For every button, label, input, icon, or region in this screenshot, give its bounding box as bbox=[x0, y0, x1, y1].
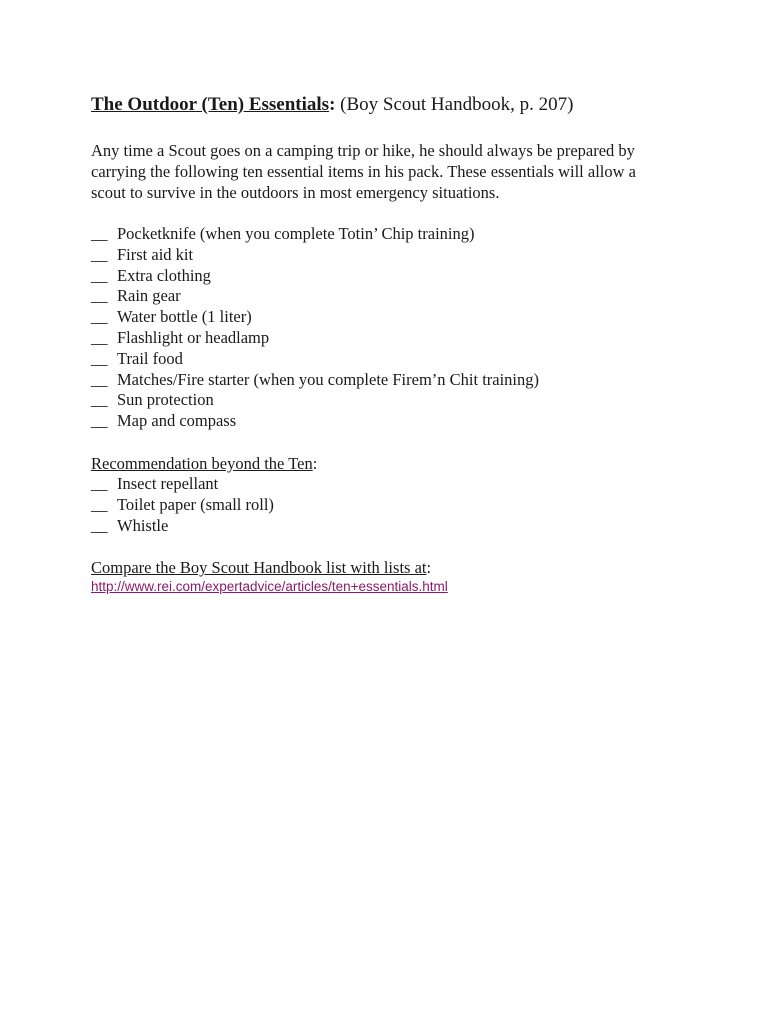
checklist-item-label: Extra clothing bbox=[117, 265, 211, 285]
recommendation-heading-text: Recommendation beyond the Ten bbox=[91, 453, 313, 473]
checkbox-blank: __ bbox=[91, 369, 108, 389]
checkbox-blank: __ bbox=[91, 327, 108, 347]
intro-line: Any time a Scout goes on a camping trip or hike, he should always be prepared by bbox=[91, 141, 635, 160]
checklist-item-label: Whistle bbox=[117, 515, 169, 535]
checkbox-blank: __ bbox=[91, 244, 108, 264]
essentials-checklist bbox=[91, 224, 691, 432]
checklist-item bbox=[91, 390, 691, 411]
checkbox-blank: __ bbox=[91, 224, 108, 243]
checklist-item-label: Map and compass bbox=[117, 411, 237, 431]
title-main: The Outdoor (Ten) Essentials bbox=[91, 94, 330, 115]
rei-essentials-link[interactable]: http://www.rei.com/expertadvice/articles/ten+essentials.html bbox=[91, 579, 448, 595]
checklist-item bbox=[91, 474, 691, 495]
recommendation-heading-colon: : bbox=[312, 453, 318, 473]
checklist-item-label: Rain gear bbox=[117, 286, 181, 306]
checklist-item-label: Insect repellant bbox=[117, 473, 219, 493]
checklist-item-label: Pocketknife (when you complete Totin’ Chip training) bbox=[117, 224, 475, 243]
checklist-item-label: Trail food bbox=[117, 348, 183, 368]
checklist-item bbox=[91, 495, 691, 516]
document-title bbox=[91, 92, 691, 118]
checklist-item bbox=[91, 349, 691, 370]
checkbox-blank: __ bbox=[91, 515, 108, 535]
compare-heading-text: Compare the Boy Scout Handbook list with lists at bbox=[91, 558, 427, 578]
checklist-item bbox=[91, 307, 691, 328]
checklist-item-label: Matches/Fire starter (when you complete Firem’n Chit training) bbox=[117, 369, 540, 389]
checklist-item bbox=[91, 370, 691, 391]
checkbox-blank: __ bbox=[91, 411, 108, 431]
compare-heading-colon: : bbox=[426, 558, 432, 578]
checkbox-blank: __ bbox=[91, 473, 108, 493]
checkbox-blank: __ bbox=[91, 286, 108, 306]
checklist-item bbox=[91, 286, 691, 307]
checklist-item-label: Water bottle (1 liter) bbox=[117, 307, 252, 327]
checklist-item-label: Toilet paper (small roll) bbox=[117, 494, 274, 514]
title-colon: : bbox=[329, 94, 336, 115]
checklist-item bbox=[91, 516, 691, 537]
checklist-item-label: First aid kit bbox=[117, 244, 194, 264]
checkbox-blank: __ bbox=[91, 494, 108, 514]
checklist-item bbox=[91, 245, 691, 266]
document-page bbox=[91, 92, 691, 596]
checklist-item-label: Sun protection bbox=[117, 390, 214, 410]
checklist-item bbox=[91, 411, 691, 432]
checklist-item-label: Flashlight or headlamp bbox=[117, 327, 270, 347]
checklist-item bbox=[91, 224, 691, 245]
checkbox-blank: __ bbox=[91, 307, 108, 327]
checkbox-blank: __ bbox=[91, 390, 108, 410]
title-source: (Boy Scout Handbook, p. 207) bbox=[335, 94, 574, 115]
intro-line: carrying the following ten essential items in his pack. These essentials will allow a bbox=[91, 162, 636, 181]
checklist-item bbox=[91, 266, 691, 287]
recommendation-heading bbox=[91, 453, 691, 474]
recommendation-checklist bbox=[91, 474, 691, 536]
intro-line: scout to survive in the outdoors in most emergency situations. bbox=[91, 183, 500, 202]
compare-heading bbox=[91, 557, 691, 578]
checkbox-blank: __ bbox=[91, 265, 108, 285]
checklist-item bbox=[91, 328, 691, 349]
intro-paragraph bbox=[91, 140, 681, 203]
checkbox-blank: __ bbox=[91, 348, 108, 368]
